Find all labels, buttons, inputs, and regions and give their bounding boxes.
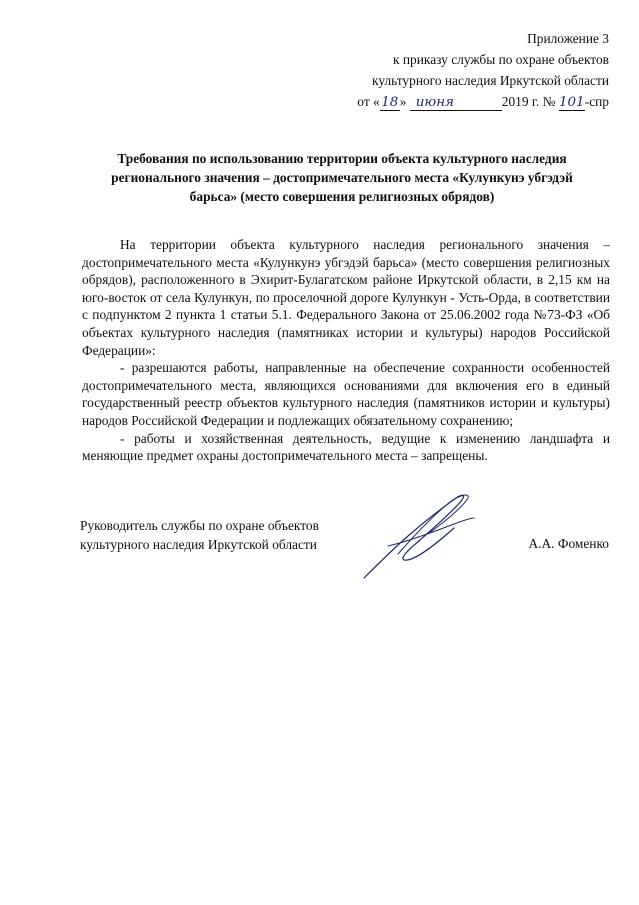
signatory-position-line-2: культурного наследия Иркутской области [80, 537, 317, 552]
order-suffix: -спр [584, 94, 609, 109]
document-body [82, 236, 610, 465]
appendix-date-line [357, 91, 609, 112]
date-prefix: от « [357, 94, 380, 109]
body-paragraph-intro: На территории объекта культурного наследия регионального значения – достопримечательного места «Кулункунэ убгэдэй барьса» (место совершения религиозных обрядов), расположенного в Эхирит-Булагатском районе Иркутской области, в 2,15 км на юго-восток от села Кулункун, по проселочной дороге Кулункун - Усть-Орда, в соответствии с подпунктом 2 пункта 1 статьи 5.1. Федерального Закона от 25.06.2002 года №73-ФЗ «Об объектах культурного наследия (памятниках истории и культуры) народов Российской Федерации»: [82, 237, 610, 358]
title-line-1: Требования по использованию территории объекта культурного наследия [117, 151, 567, 166]
appendix-authority: культурного наследия Иркутской области [372, 73, 609, 88]
document-title [82, 149, 602, 206]
title-line-3: барьса» (место совершения религиозных обрядов) [189, 189, 495, 204]
date-year: 2019 г. № [501, 94, 556, 109]
body-paragraph-permitted: - разрешаются работы, направленные на обеспечение сохранности особенностей достопримечательного места, являющихся основаниями для включения его в единый государственный реестр объектов культурного наследия (памятников истории и культуры) народов Российской Федерации и подлежащих обязательному сохранению; [82, 360, 610, 428]
appendix-header [357, 28, 609, 112]
appendix-order-ref: к приказу службы по охране объектов [393, 52, 609, 67]
title-line-2: регионального значения – достопримечательного места «Кулункунэ убгэдэй [111, 170, 573, 185]
signatory-name: А.А. Фоменко [528, 536, 609, 551]
handwritten-signature [358, 488, 478, 583]
appendix-number: Приложение 3 [527, 31, 609, 46]
handwritten-order-number: 101 [558, 95, 585, 110]
handwritten-month: июня [410, 95, 502, 111]
signatory-position [80, 516, 319, 554]
signatory-position-line-1: Руководитель службы по охране объектов [80, 518, 319, 533]
handwritten-day: 18 [381, 95, 399, 110]
body-paragraph-prohibited: - работы и хозяйственная деятельность, ведущие к изменению ландшафта и меняющие предмет охраны достопримечательного места – запрещены. [82, 430, 610, 464]
date-close-quote: » [399, 94, 407, 109]
